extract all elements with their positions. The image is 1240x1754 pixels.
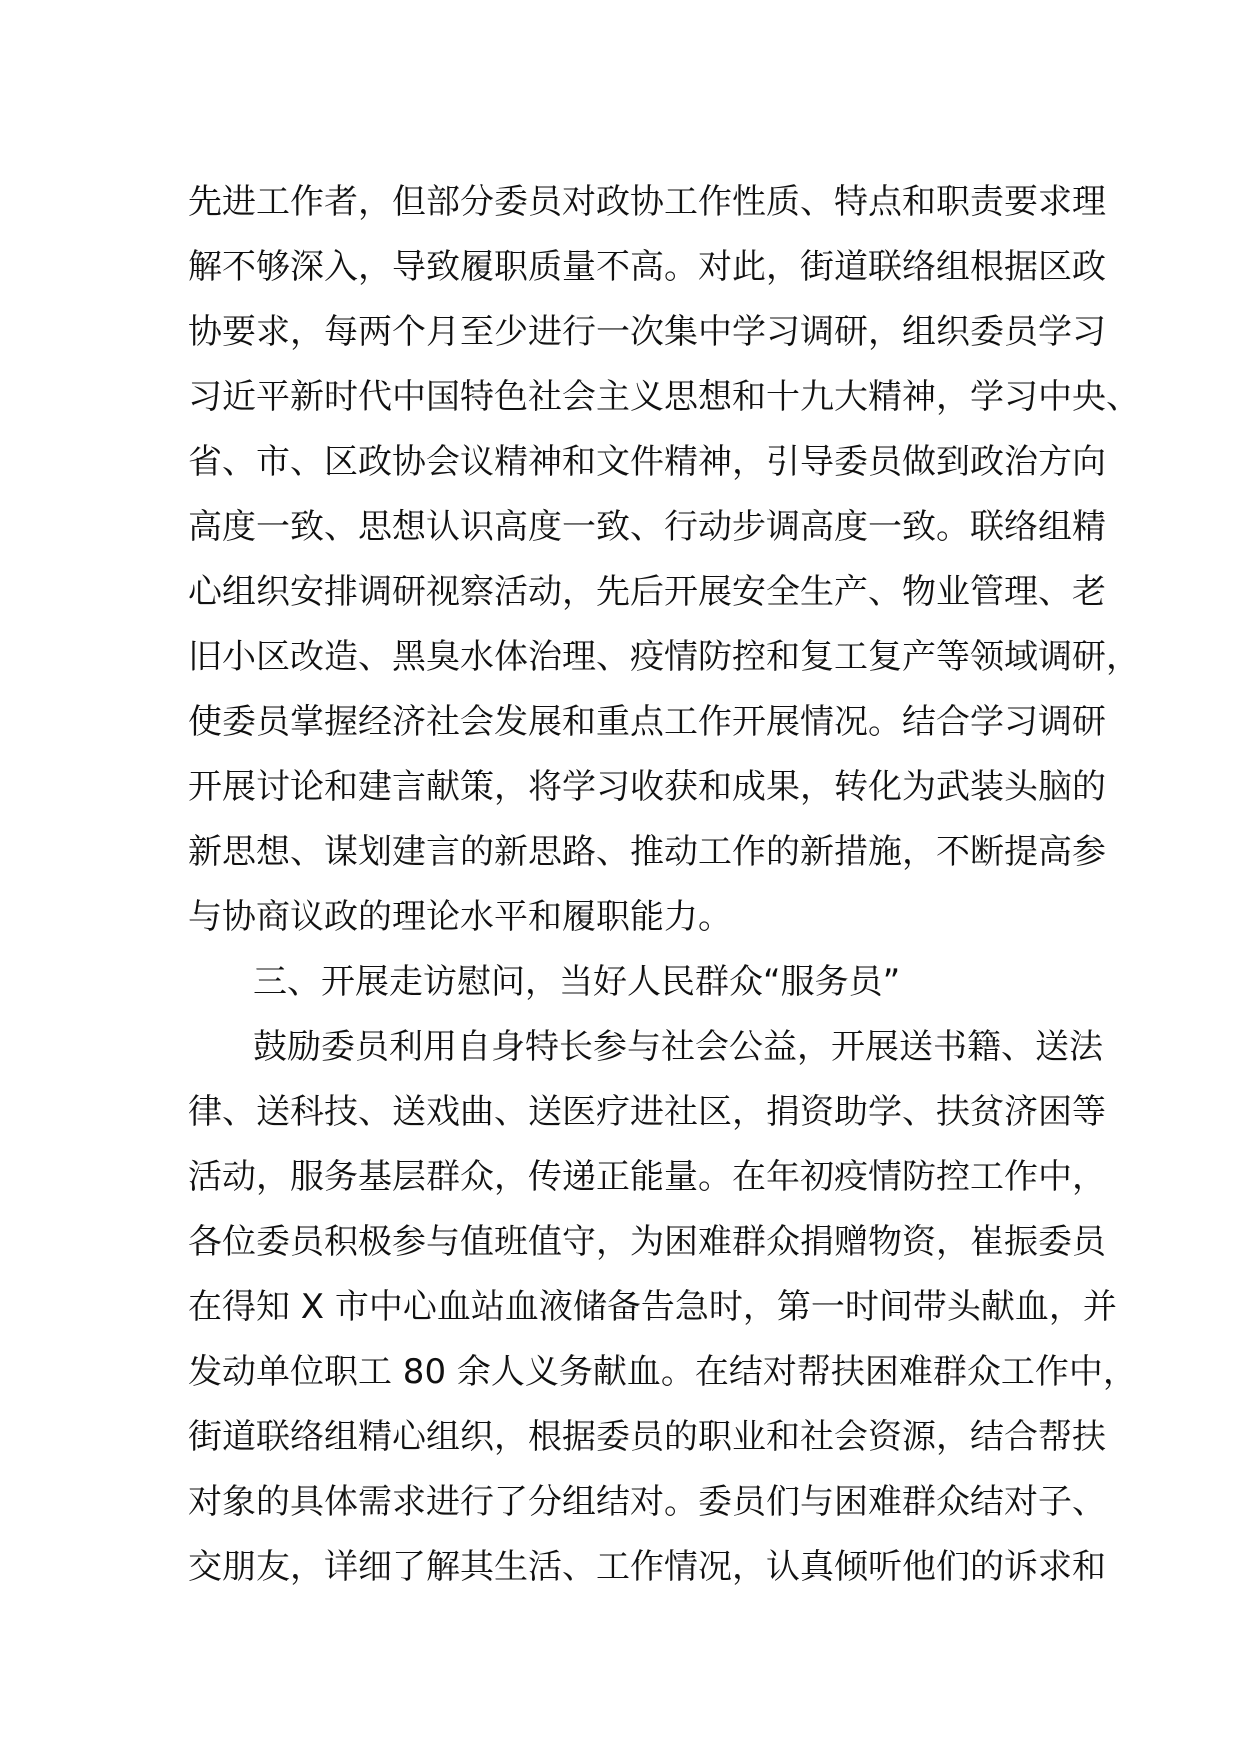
text-line: 旧小区改造、黑臭水体治理、疫情防控和复工复产等领域调研， <box>188 637 1140 677</box>
text-line: 各位委员积极参与值班值守，为困难群众捐赠物资，崔振委员 <box>188 1222 1106 1262</box>
text-line: 与协商议政的理论水平和履职能力。 <box>188 897 732 937</box>
text-line: 在得知 X 市中心血站血液储备告急时，第一时间带头献血，并 <box>188 1287 1117 1327</box>
text-line: 交朋友，详细了解其生活、工作情况，认真倾听他们的诉求和 <box>188 1547 1106 1587</box>
text-line: 开展讨论和建言献策，将学习收获和成果，转化为武装头脑的 <box>188 767 1106 807</box>
body-text <box>188 170 1140 1600</box>
text-line: 心组织安排调研视察活动，先后开展安全生产、物业管理、老 <box>188 572 1106 612</box>
text-line: 律、送科技、送戏曲、送医疗进社区，捐资助学、扶贫济困等 <box>188 1092 1106 1132</box>
text-line: 高度一致、思想认识高度一致、行动步调高度一致。联络组精 <box>188 507 1106 547</box>
text-line: 鼓励委员利用自身特长参与社会公益，开展送书籍、送法 <box>253 1027 1103 1067</box>
text-line: 使委员掌握经济社会发展和重点工作开展情况。结合学习调研 <box>188 702 1106 742</box>
text-line: 协要求，每两个月至少进行一次集中学习调研，组织委员学习 <box>188 312 1106 352</box>
text-line: 活动，服务基层群众，传递正能量。在年初疫情防控工作中， <box>188 1157 1106 1197</box>
text-line: 新思想、谋划建言的新思路、推动工作的新措施，不断提高参 <box>188 832 1106 872</box>
text-line: 先进工作者，但部分委员对政协工作性质、特点和职责要求理 <box>188 182 1106 222</box>
text-line: 习近平新时代中国特色社会主义思想和十九大精神，学习中央、 <box>188 377 1140 417</box>
text-line: 发动单位职工 80 余人义务献血。在结对帮扶困难群众工作中， <box>188 1352 1137 1392</box>
text-line: 对象的具体需求进行了分组结对。委员们与困难群众结对子、 <box>188 1482 1106 1522</box>
section-heading: 三、开展走访慰问，当好人民群众“服务员” <box>253 962 901 1002</box>
text-line: 省、市、区政协会议精神和文件精神，引导委员做到政治方向 <box>188 442 1106 482</box>
text-line: 街道联络组精心组织，根据委员的职业和社会资源，结合帮扶 <box>188 1417 1106 1457</box>
text-line: 解不够深入，导致履职质量不高。对此，街道联络组根据区政 <box>188 247 1106 287</box>
